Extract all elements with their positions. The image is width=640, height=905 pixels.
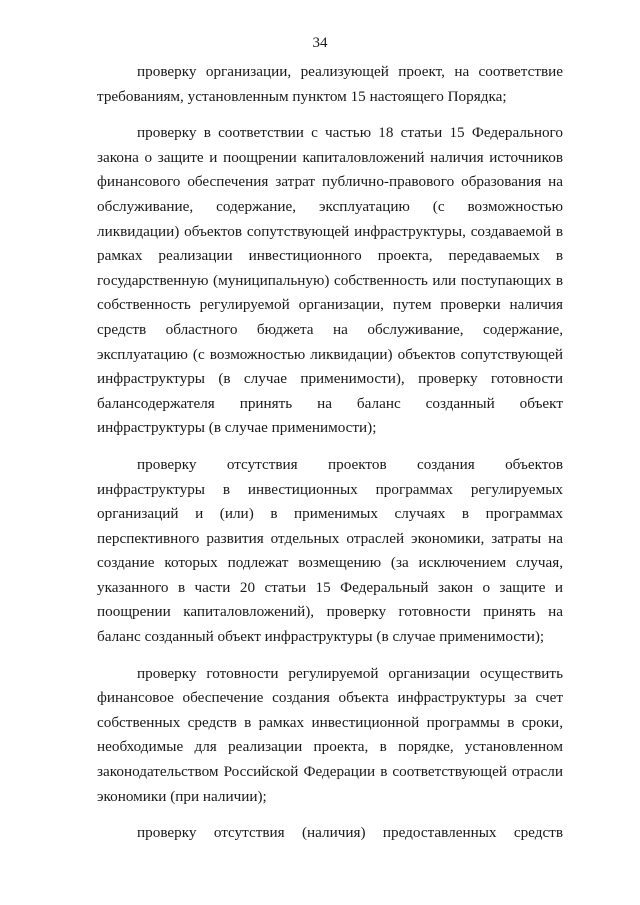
paragraph-funding-sources-check: проверку в соответствии с частью 18 статьи 15 Федерального закона о защите и поощрении капиталовложений наличия источников финансового обеспечения затрат публично-правового образования на обслуживание, содержание, эксплуатацию (с возможностью ликвидации) объектов сопутствующей инфраструктуры, создаваемой в рамках реализации инвестиционного проекта, передаваемых в государственную (муниципальную) собственность или поступающих в собственность регулируемой организации, путем проверки наличия средств областного бюджета на обслуживание, содержание, эксплуатацию (с возможностью ликвидации) объектов сопутствующей инфраструктуры (в случае применимости), проверку готовности балансодержателя принять на баланс созданный объект инфраструктуры (в случае применимости); <box>97 124 563 437</box>
paragraph-provided-funds-check: проверку отсутствия (наличия) предоставленных средств <box>137 824 563 842</box>
document-body <box>97 60 563 858</box>
paragraph-infrastructure-projects-check: проверку отсутствия проектов создания объектов инфраструктуры в инвестиционных программах регулируемых организаций и (или) в применимых случаях в программах перспективного развития отдельных отраслей экономики, затраты на создание которых подлежат возмещению (за исключением случая, указанного в части 20 статьи 15 Федеральный закон о защите и поощрении капиталовложений), проверку готовности принять на баланс созданный объект инфраструктуры (в случае применимости); <box>97 455 563 646</box>
paragraph-regulated-organization-readiness: проверку готовности регулируемой организации осуществить финансовое обеспечение создания объекта инфраструктуры за счет собственных средств в рамках инвестиционной программы в сроки, необходимые для реализации проекта, в порядке, установленном законодательством Российской Федерации в соответствующей отрасли экономики (при наличии); <box>97 664 563 805</box>
page-number: 34 <box>312 35 328 51</box>
paragraph-organization-check: проверку организации, реализующей проект, на соответствие требованиям, установленным пунктом 15 настоящего Порядка; <box>97 63 563 105</box>
